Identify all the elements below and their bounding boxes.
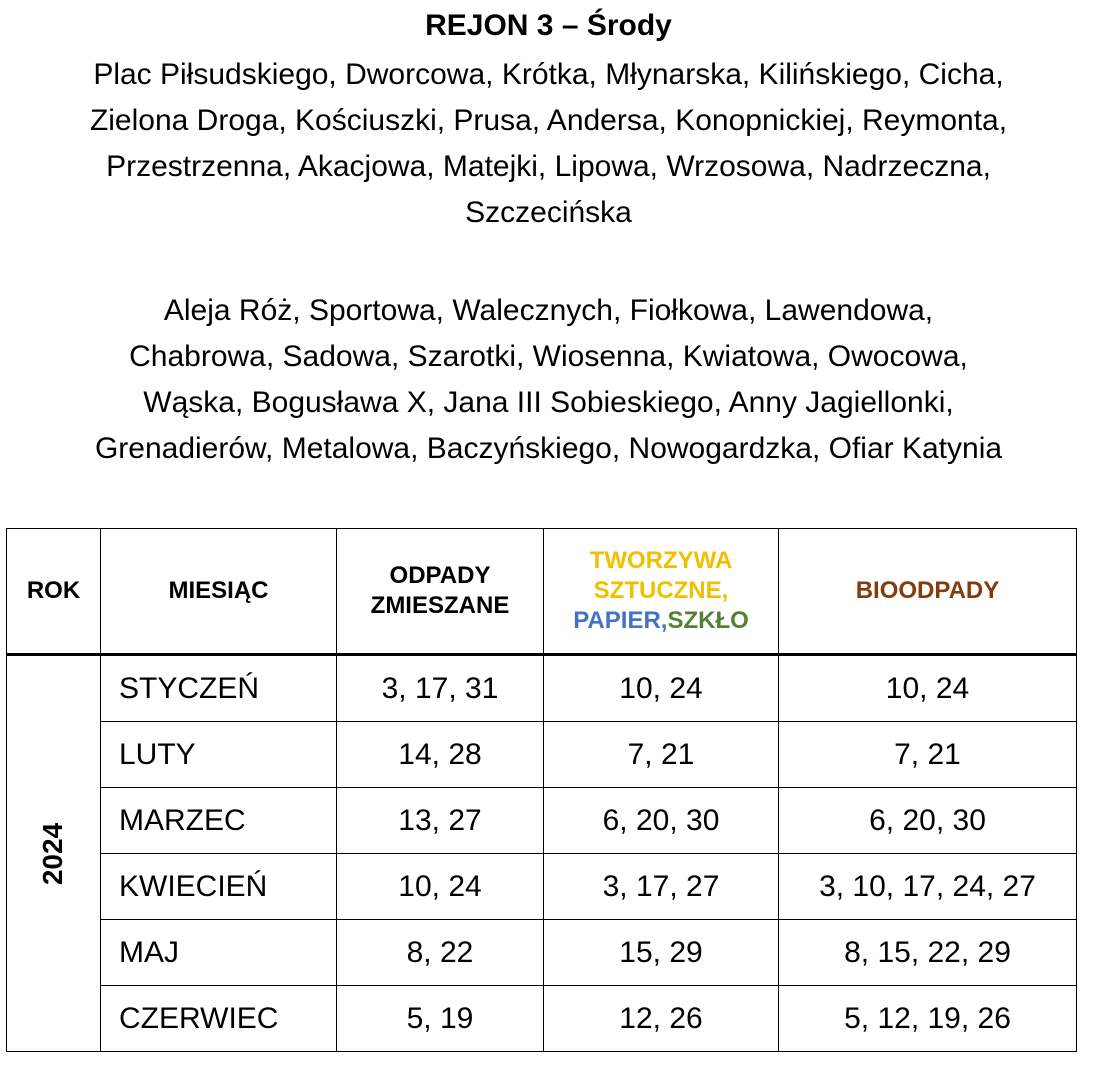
month-cell: LUTY <box>101 722 337 788</box>
street-line: Zielona Droga, Kościuszki, Prusa, Andersa, Konopnickiej, Reymonta, <box>89 104 1008 137</box>
streets-group-2 <box>0 288 1097 472</box>
recycle-dates-cell: 10, 24 <box>544 655 779 722</box>
header-mixed-line1: ODPADY <box>389 562 491 589</box>
bio-dates-cell: 7, 21 <box>779 722 1077 788</box>
mixed-dates-cell: 14, 28 <box>337 722 544 788</box>
street-line: Chabrowa, Sadowa, Szarotki, Wiosenna, Kwiatowa, Owocowa, <box>129 340 968 373</box>
recycle-dates-cell: 6, 20, 30 <box>544 788 779 854</box>
bio-dates-cell: 10, 24 <box>779 655 1077 722</box>
street-line: Grenadierów, Metalowa, Baczyńskiego, Nowogardzka, Ofiar Katynia <box>94 432 1003 465</box>
table-row <box>7 655 1077 722</box>
street-line: Wąska, Bogusława X, Jana III Sobieskiego, Anny Jagiellonki, <box>143 386 954 419</box>
street-line: Przestrzenna, Akacjowa, Matejki, Lipowa, Wrzosowa, Nadrzeczna, <box>106 150 991 183</box>
mixed-dates-cell: 10, 24 <box>337 854 544 920</box>
table-header-row <box>7 529 1077 655</box>
header-biowaste: BIOODPADY <box>779 529 1077 655</box>
streets-group-1 <box>0 52 1097 236</box>
header-mixed-waste <box>337 529 544 655</box>
table-row <box>7 986 1077 1052</box>
header-glass: SZKŁO <box>667 607 749 634</box>
mixed-dates-cell: 8, 22 <box>337 920 544 986</box>
street-line: Plac Piłsudskiego, Dworcowa, Krótka, Młynarska, Kilińskiego, Cicha, <box>93 58 1004 91</box>
table-row <box>7 788 1077 854</box>
header-recyclables <box>544 529 779 655</box>
month-cell: MAJ <box>101 920 337 986</box>
street-line: Szczecińska <box>465 196 632 229</box>
mixed-dates-cell: 13, 27 <box>337 788 544 854</box>
year-label: 2024 <box>37 822 69 885</box>
month-cell: KWIECIEŃ <box>101 854 337 920</box>
header-paper: PAPIER, <box>573 607 668 634</box>
bio-dates-cell: 5, 12, 19, 26 <box>779 986 1077 1052</box>
month-cell: STYCZEŃ <box>101 655 337 722</box>
month-cell: MARZEC <box>101 788 337 854</box>
table-row <box>7 722 1077 788</box>
collection-schedule-table <box>6 528 1077 1052</box>
bio-dates-cell: 8, 15, 22, 29 <box>779 920 1077 986</box>
recycle-dates-cell: 12, 26 <box>544 986 779 1052</box>
table-row <box>7 854 1077 920</box>
header-year: ROK <box>7 529 101 655</box>
recycle-dates-cell: 15, 29 <box>544 920 779 986</box>
header-plastics-line1: TWORZYWA <box>589 547 733 574</box>
table-row <box>7 920 1077 986</box>
year-cell <box>7 655 101 1052</box>
mixed-dates-cell: 5, 19 <box>337 986 544 1052</box>
page-title: REJON 3 – Środy <box>425 9 672 42</box>
header-month: MIESIĄC <box>101 529 337 655</box>
month-cell: CZERWIEC <box>101 986 337 1052</box>
header-plastics-line2: SZTUCZNE, <box>593 577 729 604</box>
header-paper-glass <box>544 606 778 636</box>
recycle-dates-cell: 3, 17, 27 <box>544 854 779 920</box>
bio-dates-cell: 6, 20, 30 <box>779 788 1077 854</box>
header-mixed-line2: ZMIESZANE <box>370 592 510 619</box>
mixed-dates-cell: 3, 17, 31 <box>337 655 544 722</box>
street-line: Aleja Róż, Sportowa, Walecznych, Fiołkowa, Lawendowa, <box>163 294 934 327</box>
bio-dates-cell: 3, 10, 17, 24, 27 <box>779 854 1077 920</box>
recycle-dates-cell: 7, 21 <box>544 722 779 788</box>
